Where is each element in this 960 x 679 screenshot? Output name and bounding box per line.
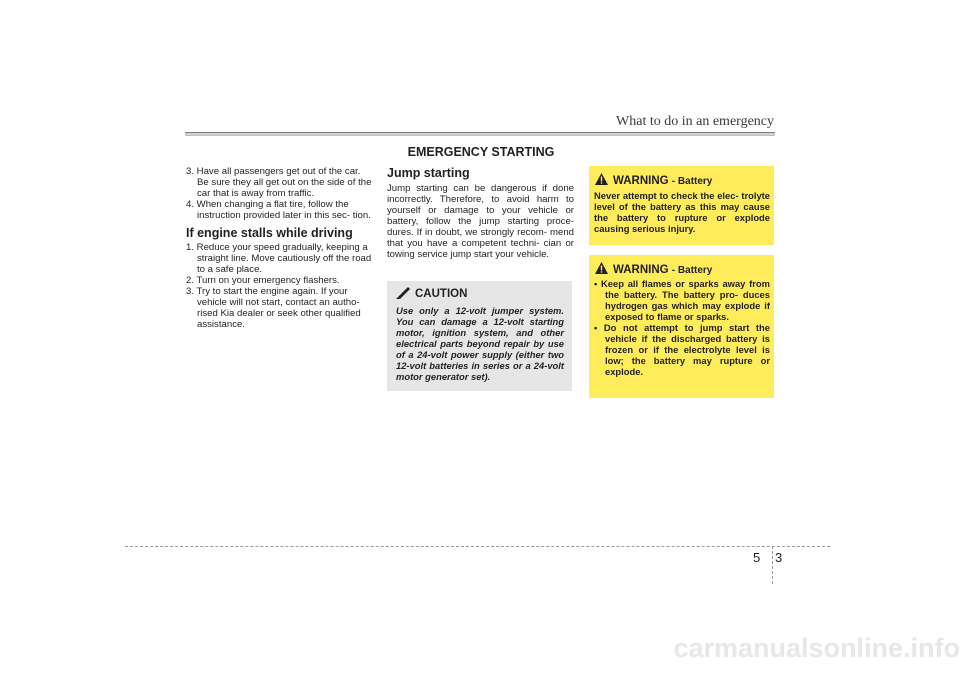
warning-label: WARNING — [613, 175, 669, 187]
list-item: 3. Try to start the engine again. If your vehicle will not start, contact an autho- rised Kia dealer or seek other qualified assistance. — [186, 286, 361, 330]
warning-text: Never attempt to check the elec- trolyte level of the battery as this may cause the battery to rupture or explode causing serious injury. — [594, 190, 770, 234]
warning-triangle-icon — [595, 262, 608, 277]
jump-starting-body: Jump starting can be dangerous if done incorrectly. Therefore, to avoid harm to yourself or damage to your vehicle or battery, follow the jump starting proce- dures. If in doubt, we strongly recom- mend that you have a competent techni- cian or towing service jump start your vehicle. — [387, 183, 574, 260]
warning-bullets — [594, 278, 770, 377]
watermark: carmanualsonline.info — [673, 633, 960, 663]
subheading-jump-starting: Jump starting — [387, 166, 470, 180]
section-title: EMERGENCY STARTING — [407, 145, 555, 159]
pencil-icon — [396, 287, 411, 302]
footer-divider — [125, 546, 830, 547]
subheading-engine-stalls: If engine stalls while driving — [186, 226, 353, 240]
list-item: 3. Have all passengers get out of the car. Be sure they all get out on the side of the car that is away from traffic. — [186, 166, 372, 199]
middle-column — [387, 166, 574, 260]
caution-box — [387, 281, 572, 391]
list-item: 4. When changing a flat tire, follow the instruction provided later in this sec- tion. — [186, 199, 371, 221]
list-item: 2. Turn on your emergency flashers. — [186, 275, 340, 286]
warning-triangle-icon — [595, 173, 608, 188]
header-rule — [185, 132, 775, 136]
warning-bullet: • Keep all flames or sparks away from the battery. The battery pro- duces hydrogen gas which may explode if exposed to flame or sparks. — [594, 278, 770, 322]
page-number: 3 — [775, 550, 783, 565]
list-item: 1. Reduce your speed gradually, keeping a straight line. Move cautiously off the road to a safe place. — [186, 242, 372, 275]
warning-sub: - Battery — [671, 265, 713, 276]
warning-heading — [593, 173, 712, 188]
warning-heading — [593, 262, 712, 277]
page-header-title: What to do in an emergency — [616, 114, 774, 129]
footer-vertical-divider — [772, 546, 773, 584]
caution-label: CAUTION — [415, 288, 468, 300]
warning-label: WARNING — [613, 264, 669, 276]
caution-heading — [396, 287, 467, 302]
chapter-number: 5 — [753, 550, 761, 565]
warning-sub: - Battery — [671, 176, 713, 187]
caution-text: Use only a 12-volt jumper system. You can damage a 12-volt starting motor, ignition system, and other electrical parts beyond repair by use of a 24-volt power supply (either two 12-volt batteries in series or a 24-volt motor generator set). — [396, 305, 564, 382]
left-column — [186, 166, 373, 330]
warning-bullet: • Do not attempt to jump start the vehicle if the discharged battery is frozen or if the electrolyte level is low; the battery may rupture or explode. — [594, 322, 770, 377]
warning-box-electrolyte — [589, 166, 774, 245]
warning-box-flames — [589, 255, 774, 398]
